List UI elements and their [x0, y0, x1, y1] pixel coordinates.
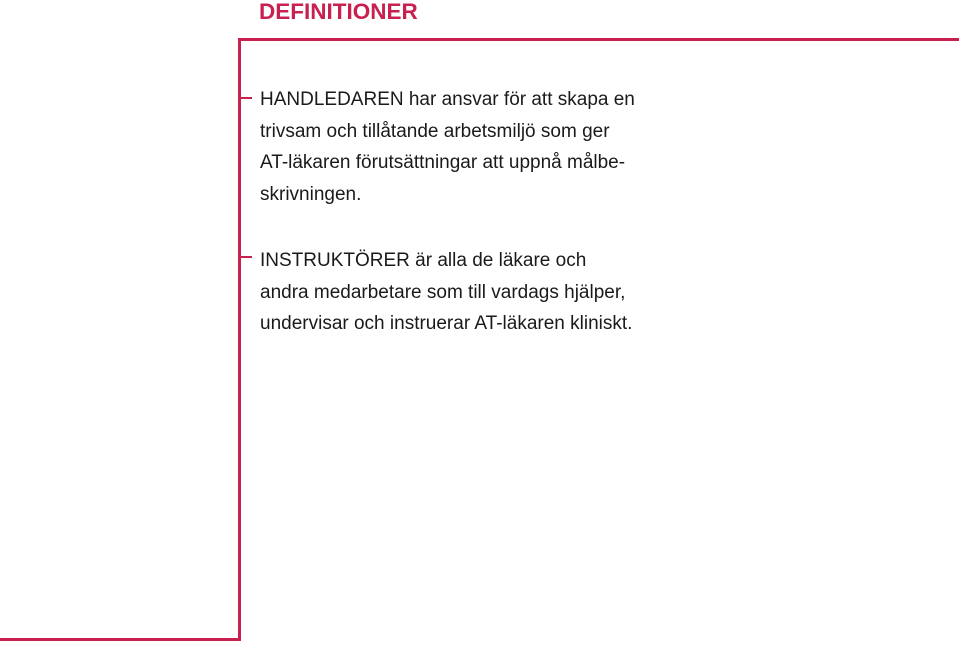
definition-marker	[241, 97, 252, 99]
definition-line: INSTRUKTÖRER är alla de läkare och	[260, 250, 587, 271]
definition-line: trivsam och tillåtande arbetsmiljö som ger	[260, 120, 610, 142]
definition-line: AT-läkaren förutsättningar att uppnå målbe-	[260, 152, 626, 174]
definition-line: undervisar och instruerar AT-läkaren kliniskt.	[260, 313, 633, 335]
definition-line: skrivningen.	[260, 184, 362, 206]
definition-line: andra medarbetare som till vardags hjälper,	[260, 281, 626, 303]
frame-top-rule	[238, 38, 959, 41]
definition-instruktorer	[260, 245, 760, 340]
definition-line: HANDLEDAREN har ansvar för att skapa en	[260, 89, 635, 110]
frame-left-rule	[238, 38, 241, 641]
frame-bottom-rule	[0, 638, 241, 641]
definition-marker	[241, 256, 252, 258]
definition-handledaren	[260, 84, 730, 211]
page-heading: DEFINITIONER	[259, 0, 418, 24]
